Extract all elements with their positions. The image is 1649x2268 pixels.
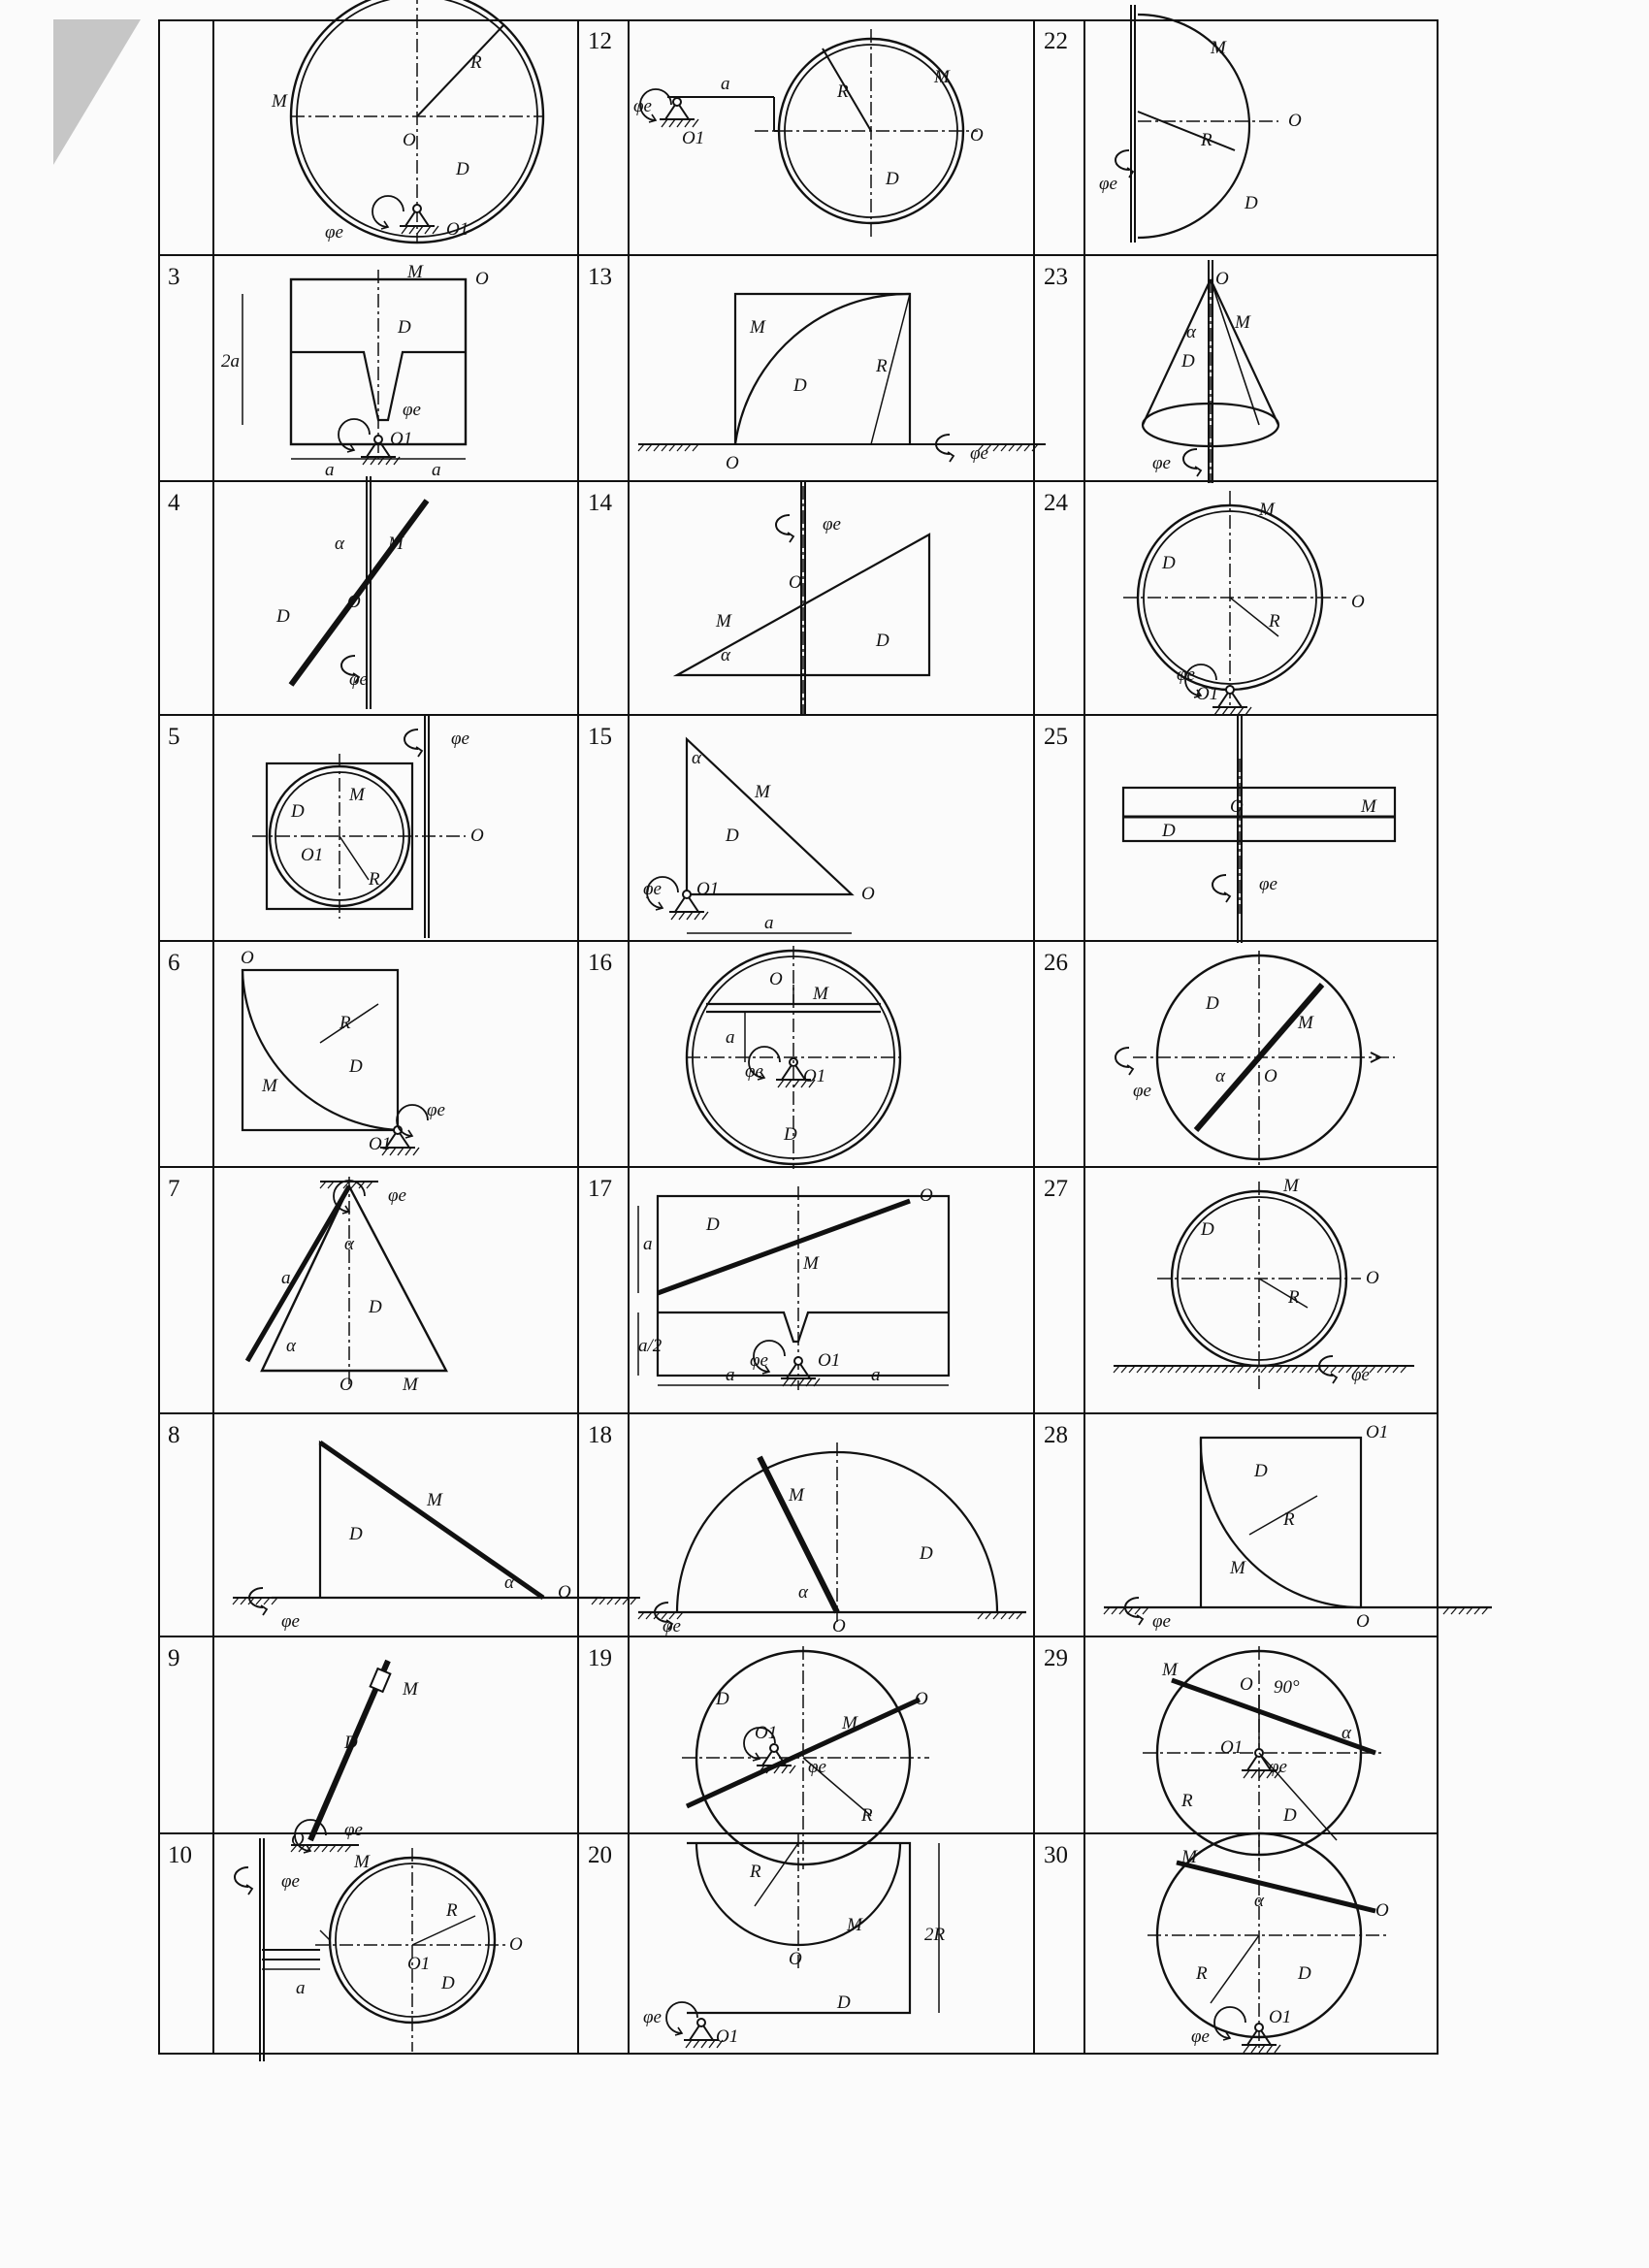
label-M: M	[262, 1076, 277, 1096]
label-O1: O1	[301, 845, 324, 865]
label-O1: O1	[1196, 684, 1219, 704]
cell-number: 8	[168, 1422, 180, 1448]
label-R: R	[837, 81, 849, 102]
label-O1: O1	[818, 1350, 841, 1371]
label-R: R	[470, 52, 482, 73]
label-D: D	[1245, 193, 1258, 213]
label-D: D	[784, 1124, 797, 1145]
scheme-diagram-8	[213, 1413, 578, 1641]
cell-number: 16	[588, 950, 612, 976]
label-a2: a	[432, 460, 441, 480]
label-M: M	[750, 317, 765, 338]
label-alpha: α	[335, 534, 344, 554]
cell-number: 27	[1044, 1176, 1068, 1202]
label-O1: O1	[390, 429, 413, 449]
label-R: R	[1196, 1963, 1208, 1984]
label-M: M	[388, 534, 404, 554]
label-D: D	[837, 1993, 851, 2013]
scheme-diagram-15	[629, 715, 1034, 946]
label-b2: a	[871, 1365, 881, 1385]
label-phi: φe	[349, 669, 368, 690]
label-D: D	[398, 317, 411, 338]
cell-number: 12	[588, 28, 612, 54]
scheme-diagram-22	[1084, 19, 1439, 260]
label-phi: φe	[1269, 1757, 1287, 1777]
cell-number: 5	[168, 724, 180, 750]
label-D: D	[886, 169, 899, 189]
label-phi: φe	[325, 222, 343, 243]
label-phi: φe	[663, 1616, 681, 1636]
label-O1: O1	[755, 1723, 778, 1743]
scheme-diagram-10	[213, 1833, 578, 2059]
scheme-diagram-top-left	[213, 19, 578, 260]
label-O: O	[832, 1616, 846, 1636]
label-phi: φe	[1099, 174, 1117, 194]
label-R: R	[446, 1900, 458, 1921]
label-O: O	[1375, 1900, 1389, 1921]
label-M: M	[272, 91, 287, 112]
label-D: D	[441, 1973, 455, 1993]
label-O: O	[558, 1582, 571, 1603]
label-phi: φe	[388, 1185, 406, 1206]
label-M: M	[1211, 38, 1226, 58]
label-O: O	[241, 948, 254, 968]
label-phi: φe	[281, 1611, 300, 1632]
cell-number: 18	[588, 1422, 612, 1448]
scheme-diagram-6	[213, 941, 578, 1172]
cell-number: 25	[1044, 724, 1068, 750]
cell-number: 20	[588, 1842, 612, 1868]
label-O: O	[789, 572, 802, 593]
label-M: M	[1361, 796, 1376, 817]
label-R: R	[1181, 1791, 1193, 1811]
label-phi: φe	[403, 400, 421, 420]
scheme-diagram-26	[1084, 941, 1439, 1172]
label-a: a	[726, 1027, 735, 1048]
cell-number: 22	[1044, 28, 1068, 54]
scheme-diagram-13	[629, 255, 1034, 486]
scheme-diagram-29	[1084, 1636, 1439, 1838]
label-O: O	[1351, 592, 1365, 612]
label-O: O	[915, 1689, 928, 1709]
label-O: O	[970, 125, 984, 146]
label-phi: φe	[281, 1871, 300, 1892]
label-D: D	[1298, 1963, 1311, 1984]
label-D: D	[716, 1689, 729, 1709]
label-D: D	[276, 606, 290, 627]
label-O: O	[509, 1934, 523, 1955]
label-h: 2R	[924, 1925, 946, 1945]
cell-number: 13	[588, 264, 612, 290]
scheme-diagram-17	[629, 1167, 1034, 1418]
label-phi: φe	[633, 96, 652, 116]
scheme-diagram-14	[629, 481, 1034, 720]
label-R: R	[340, 1013, 351, 1033]
label-R: R	[1283, 1509, 1295, 1530]
cell-number: 23	[1044, 264, 1068, 290]
label-phi: φe	[643, 2007, 662, 2027]
label-D: D	[291, 801, 305, 822]
scheme-diagram-18	[629, 1413, 1034, 1641]
scheme-diagram-7	[213, 1167, 578, 1418]
label-O: O	[789, 1949, 802, 1969]
label-D: D	[1181, 351, 1195, 372]
label-D: D	[1254, 1461, 1268, 1481]
cell-number: 29	[1044, 1645, 1068, 1671]
cell-number: 17	[588, 1176, 612, 1202]
label-D: D	[1283, 1805, 1297, 1826]
label-M: M	[842, 1713, 857, 1733]
label-alpha: α	[1342, 1723, 1351, 1743]
label-O1: O1	[1269, 2007, 1292, 2027]
label-b1: a	[726, 1365, 735, 1385]
label-D: D	[349, 1056, 363, 1077]
label-O: O	[1356, 1611, 1370, 1632]
cell-number: 15	[588, 724, 612, 750]
label-R: R	[1269, 611, 1280, 632]
label-angle: 90°	[1274, 1677, 1300, 1698]
label-M: M	[1181, 1847, 1197, 1867]
label-O: O	[1288, 111, 1302, 131]
label-phi: φe	[427, 1100, 445, 1120]
label-R: R	[1288, 1287, 1300, 1308]
label-alpha: α	[721, 645, 730, 665]
label-phi: φe	[344, 1820, 363, 1840]
scheme-diagram-25	[1084, 715, 1439, 946]
label-phi: φe	[1259, 874, 1277, 894]
label-O1: O1	[696, 879, 720, 899]
label-M: M	[1230, 1558, 1245, 1578]
label-phi: φe	[750, 1350, 768, 1371]
label-a: a	[764, 913, 774, 933]
label-O: O	[475, 269, 489, 289]
label-a: a	[721, 74, 730, 94]
label-O: O	[470, 826, 484, 846]
cell-number: 9	[168, 1645, 180, 1671]
label-M: M	[755, 782, 770, 802]
label-M: M	[1259, 500, 1275, 520]
label-M: M	[1235, 312, 1250, 333]
label-M: M	[403, 1375, 418, 1395]
scheme-diagram-30	[1084, 1833, 1439, 2059]
label-alpha: α	[1215, 1066, 1225, 1086]
cell-number: 3	[168, 264, 180, 290]
cell-number: 14	[588, 490, 612, 516]
label-h: 2a	[221, 351, 240, 372]
label-O: O	[291, 1830, 305, 1850]
scheme-diagram-27	[1084, 1167, 1439, 1418]
label-R: R	[1201, 130, 1212, 150]
scheme-grid	[158, 19, 1439, 2055]
label-M: M	[349, 785, 365, 805]
scan-corner-shadow	[53, 19, 141, 165]
label-D: D	[706, 1215, 720, 1235]
label-D: D	[793, 375, 807, 396]
label-O1: O1	[716, 2026, 739, 2047]
label-alpha2: α	[286, 1336, 296, 1356]
cell-number: 10	[168, 1842, 192, 1868]
label-alpha: α	[1254, 1891, 1264, 1911]
scheme-diagram-23	[1084, 255, 1439, 486]
label-O: O	[1230, 796, 1244, 817]
label-phi: φe	[1152, 1611, 1171, 1632]
label-O1: O1	[1220, 1737, 1244, 1758]
label-O1: O1	[682, 128, 705, 148]
label-O1: O1	[407, 1954, 431, 1974]
label-a1: a	[325, 460, 335, 480]
scheme-diagram-9	[213, 1636, 578, 1850]
label-M: M	[407, 262, 423, 282]
scheme-diagram-5	[213, 715, 578, 946]
label-phi: φe	[643, 879, 662, 899]
label-alpha: α	[692, 748, 701, 768]
label-O: O	[1366, 1268, 1379, 1288]
label-alpha: α	[504, 1572, 514, 1593]
label-phi: φe	[745, 1061, 763, 1082]
label-O: O	[1264, 1066, 1277, 1086]
label-phi: φe	[808, 1757, 826, 1777]
cell-number: 26	[1044, 950, 1068, 976]
label-alpha: α	[1186, 322, 1196, 342]
label-O1: O1	[446, 219, 469, 240]
label-phi: φe	[1191, 2026, 1210, 2047]
label-alpha: α	[798, 1582, 808, 1603]
label-M: M	[716, 611, 731, 632]
label-R: R	[369, 869, 380, 890]
label-M: M	[427, 1490, 442, 1510]
label-D: D	[369, 1297, 382, 1317]
label-O1: O1	[803, 1066, 826, 1086]
label-D: D	[344, 1733, 358, 1753]
label-M: M	[354, 1852, 370, 1872]
label-phi: φe	[970, 443, 988, 464]
label-O: O	[1215, 269, 1229, 289]
label-O: O	[347, 592, 361, 612]
scheme-diagram-16	[629, 941, 1034, 1172]
label-D: D	[876, 631, 889, 651]
label-phi: φe	[1177, 664, 1195, 685]
label-D: D	[1162, 821, 1176, 841]
label-D: D	[1201, 1219, 1214, 1240]
label-alpha: α	[344, 1234, 354, 1254]
scheme-diagram-19	[629, 1636, 1034, 1838]
label-O1: O1	[1366, 1422, 1389, 1442]
label-R: R	[861, 1805, 873, 1826]
label-D: D	[726, 826, 739, 846]
label-O: O	[726, 453, 739, 473]
scheme-diagram-3	[213, 255, 578, 486]
label-D: D	[349, 1524, 363, 1544]
scheme-diagram-24	[1084, 481, 1439, 720]
label-R: R	[876, 356, 888, 376]
label-O1: O1	[369, 1134, 392, 1154]
label-M: M	[789, 1485, 804, 1506]
label-phi: φe	[1351, 1365, 1370, 1385]
label-M: M	[847, 1915, 862, 1935]
label-M: M	[1283, 1176, 1299, 1196]
scheme-diagram-20	[629, 1833, 1034, 2059]
label-M: M	[1298, 1013, 1313, 1033]
label-O: O	[340, 1375, 353, 1395]
label-phi: φe	[1152, 453, 1171, 473]
label-M: M	[1162, 1660, 1178, 1680]
label-phi: φe	[451, 729, 469, 749]
label-a: a	[281, 1268, 291, 1288]
cell-number: 28	[1044, 1422, 1068, 1448]
label-R: R	[750, 1862, 761, 1882]
label-O: O	[1240, 1674, 1253, 1695]
label-D: D	[920, 1543, 933, 1564]
label-M: M	[803, 1253, 819, 1274]
label-M: M	[403, 1679, 418, 1700]
cell-number: 4	[168, 490, 180, 516]
label-D: D	[1162, 553, 1176, 573]
label-D: D	[456, 159, 469, 179]
label-phi: φe	[823, 514, 841, 535]
label-phi: φe	[1133, 1081, 1151, 1101]
scheme-diagram-12	[629, 19, 1034, 260]
scheme-diagram-4	[213, 481, 578, 720]
label-a: a	[296, 1978, 306, 1998]
label-M: M	[934, 67, 950, 87]
label-a2: a/2	[638, 1336, 663, 1356]
cell-number: 7	[168, 1176, 180, 1202]
cell-number: 19	[588, 1645, 612, 1671]
label-O: O	[769, 969, 783, 989]
label-O: O	[920, 1185, 933, 1206]
label-O: O	[403, 130, 416, 150]
label-a: a	[643, 1234, 653, 1254]
label-O: O	[861, 884, 875, 904]
cell-number: 6	[168, 950, 180, 976]
cell-number: 30	[1044, 1842, 1068, 1868]
label-M: M	[813, 984, 828, 1004]
cell-number: 24	[1044, 490, 1068, 516]
label-D: D	[1206, 993, 1219, 1014]
scheme-diagram-28	[1084, 1413, 1439, 1641]
